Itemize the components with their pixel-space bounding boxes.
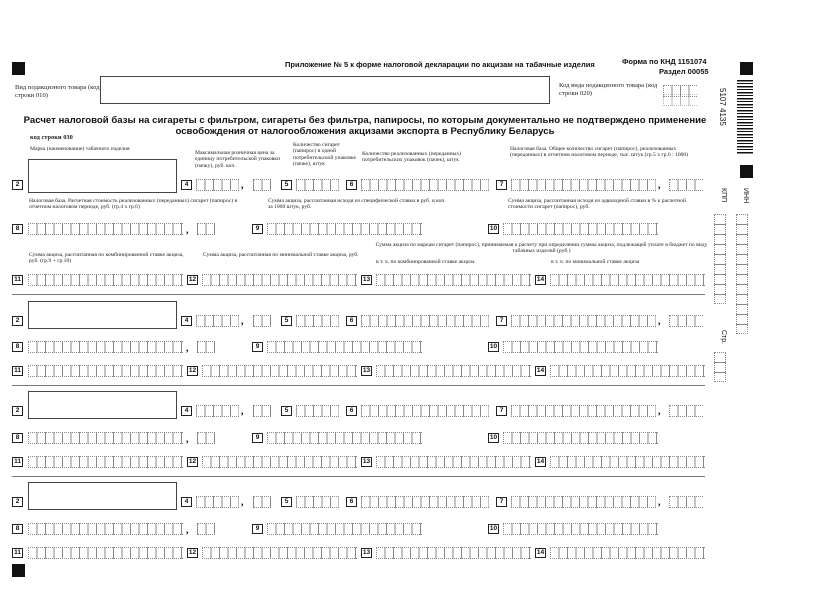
decimal-separator: , xyxy=(186,525,189,536)
decimal-separator: , xyxy=(241,497,244,508)
price-kop-cells[interactable] xyxy=(253,179,271,191)
accepted-combined-cells[interactable] xyxy=(376,365,531,377)
num-8: 8 xyxy=(12,224,23,234)
num-2: 2 xyxy=(12,180,23,190)
price-rub-cells[interactable] xyxy=(196,179,239,191)
num-10: 10 xyxy=(489,225,498,232)
advalorem-excise-cells[interactable] xyxy=(503,223,658,235)
tax-base-value-kop-cells[interactable] xyxy=(197,523,215,535)
appendix-header: Приложение № 5 к форме налоговой декларации по акцизам на табачные изделия xyxy=(285,60,595,69)
num-9: 9 xyxy=(252,433,263,443)
packs-sold-cells[interactable] xyxy=(361,179,489,191)
col13-head-label: Сумма акциза по маркам сигарет (папирос), принимаемая к расчету при определении суммы акциза, подлежащей уплате в бюджет по виду табачных изделий (руб.) xyxy=(375,242,708,255)
decimal-separator: , xyxy=(658,180,661,191)
min-excise-cells[interactable] xyxy=(202,274,357,286)
field-010-input[interactable] xyxy=(100,76,550,104)
tax-base-value-kop-cells[interactable] xyxy=(197,432,215,444)
col9-label: Сумма акциза, рассчитанная исходя из специфической ставки в руб. и коп. за 1000 штук, руб. xyxy=(268,198,446,211)
field-020-cells-2[interactable] xyxy=(663,94,697,106)
num-7: 7 xyxy=(496,497,507,507)
corner-marker-top-left xyxy=(12,62,25,75)
packs-sold-cells[interactable] xyxy=(361,315,489,327)
form-title-line-2: освобождения от налогообложения акцизами экспорта в Республику Беларусь xyxy=(175,126,555,137)
decimal-separator: , xyxy=(241,406,244,417)
col11-label: Сумма акциза, рассчитанная по комбинированной ставке акциза, руб. (гр.9 + гр.10) xyxy=(29,252,184,265)
tax-base-qty-frac-cells[interactable] xyxy=(669,315,703,327)
accepted-min-cells[interactable] xyxy=(550,456,705,468)
advalorem-excise-cells[interactable] xyxy=(503,432,658,444)
col5-label: Количество сигарет (папирос) в одной потребительской упаковке (пачке), штук xyxy=(293,142,356,168)
num-7: 7 xyxy=(496,406,507,416)
inn-cells[interactable] xyxy=(736,214,748,334)
num-12: 12 xyxy=(188,367,197,374)
num-14: 14 xyxy=(536,549,545,556)
decimal-separator: , xyxy=(658,316,661,327)
num-6: 6 xyxy=(346,316,357,326)
code-line-030: код строки 030 xyxy=(30,134,73,141)
col12-label: Сумма акциза, рассчитанная по минимальной ставке акциза, руб. xyxy=(203,252,359,258)
page-cells[interactable] xyxy=(714,352,726,382)
num-7: 7 xyxy=(496,180,507,190)
num-4: 4 xyxy=(181,180,192,190)
advalorem-excise-cells[interactable] xyxy=(503,341,658,353)
num-13: 13 xyxy=(362,367,371,374)
decimal-separator: , xyxy=(241,316,244,327)
field-010-label: Вид подакцизного товара (код строки 010) xyxy=(15,84,100,99)
num-2: 2 xyxy=(12,316,23,326)
col6-label: Количество реализованных (переданных) потребительских упаковок (пачек), штук xyxy=(362,151,462,164)
packs-sold-cells[interactable] xyxy=(361,405,489,417)
kpp-label: КПП xyxy=(720,188,727,203)
specific-excise-cells[interactable] xyxy=(267,341,422,353)
price-rub-cells[interactable] xyxy=(196,315,239,327)
block-divider xyxy=(12,294,705,295)
corner-marker-top-right xyxy=(740,62,753,75)
num-10: 10 xyxy=(489,434,498,441)
num-5: 5 xyxy=(281,406,292,416)
num-11: 11 xyxy=(12,548,23,558)
pack-qty-cells[interactable] xyxy=(296,405,339,417)
brand-input[interactable] xyxy=(28,301,177,329)
form-code: Форма по КНД 1151074 xyxy=(622,57,707,66)
decimal-separator: , xyxy=(186,434,189,445)
specific-excise-cells[interactable] xyxy=(267,223,422,235)
tax-base-qty-cells[interactable] xyxy=(511,179,656,191)
num-13: 13 xyxy=(362,276,371,283)
col10-label: Сумма акциза, рассчитанная исходя из адвалорной ставки в % к расчетной стоимости сигарет (папирос), руб. xyxy=(508,198,686,211)
decimal-separator: , xyxy=(658,406,661,417)
specific-excise-cells[interactable] xyxy=(267,432,422,444)
tax-base-qty-cells[interactable] xyxy=(511,496,656,508)
tax-base-value-cells[interactable] xyxy=(28,223,183,235)
decimal-separator: , xyxy=(241,180,244,191)
accepted-min-cells[interactable] xyxy=(550,365,705,377)
tax-base-qty-cells[interactable] xyxy=(511,405,656,417)
tax-base-value-cells[interactable] xyxy=(28,432,183,444)
num-10: 10 xyxy=(489,343,498,350)
tax-base-qty-frac-cells[interactable] xyxy=(669,496,703,508)
num-12: 12 xyxy=(188,276,197,283)
num-6: 6 xyxy=(346,406,357,416)
packs-sold-cells[interactable] xyxy=(361,496,489,508)
num-2: 2 xyxy=(12,497,23,507)
tax-base-value-kop-cells[interactable] xyxy=(197,223,215,235)
col7-label: Налоговая база. Общее количество сигарет (папирос), реализованных (переданных) в отчетном налоговом периоде, тыс. штук (гр.5 х гр.6 : 1000) xyxy=(510,146,689,159)
num-2: 2 xyxy=(12,406,23,416)
accepted-min-cells[interactable] xyxy=(550,547,705,559)
num-6: 6 xyxy=(346,180,357,190)
num-13: 13 xyxy=(362,458,371,465)
field-020-label: Код вида подакцизного товара (код строки 020) xyxy=(559,82,658,97)
num-8: 8 xyxy=(12,524,23,534)
num-12: 12 xyxy=(188,549,197,556)
num-9: 9 xyxy=(252,524,263,534)
col8-label: Налоговая база. Расчетная стоимость реализованных (переданных) сигарет (папирос) в отчетном налоговом периоде, руб. (гр.4 х гр.6) xyxy=(29,198,238,211)
num-12: 12 xyxy=(188,458,197,465)
num-7: 7 xyxy=(496,316,507,326)
col13-label: в т. ч. по комбинированной ставке акциза xyxy=(376,259,475,265)
pack-qty-cells[interactable] xyxy=(296,315,339,327)
accepted-min-cells[interactable] xyxy=(550,274,705,286)
brand-input[interactable] xyxy=(28,391,177,419)
min-excise-cells[interactable] xyxy=(202,547,357,559)
accepted-combined-cells[interactable] xyxy=(376,274,531,286)
barcode-digits: 5107 4135 xyxy=(718,88,727,126)
price-kop-cells[interactable] xyxy=(253,405,271,417)
num-5: 5 xyxy=(281,316,292,326)
tax-base-value-cells[interactable] xyxy=(28,341,183,353)
price-rub-cells[interactable] xyxy=(196,496,239,508)
barcode xyxy=(737,80,753,155)
decimal-separator: , xyxy=(186,225,189,236)
combined-excise-cells[interactable] xyxy=(28,456,183,468)
num-14: 14 xyxy=(536,458,545,465)
price-kop-cells[interactable] xyxy=(253,315,271,327)
num-5: 5 xyxy=(281,180,292,190)
tax-base-qty-frac-cells[interactable] xyxy=(669,179,703,191)
num-10: 10 xyxy=(489,525,498,532)
price-rub-cells[interactable] xyxy=(196,405,239,417)
combined-excise-cells[interactable] xyxy=(28,547,183,559)
accepted-combined-cells[interactable] xyxy=(376,456,531,468)
combined-excise-cells[interactable] xyxy=(28,365,183,377)
price-kop-cells[interactable] xyxy=(253,496,271,508)
pack-qty-cells[interactable] xyxy=(296,179,339,191)
num-4: 4 xyxy=(181,406,192,416)
pack-qty-cells[interactable] xyxy=(296,496,339,508)
section-code: Раздел 00055 xyxy=(659,67,709,76)
corner-marker-mid-right xyxy=(740,165,753,178)
accepted-combined-cells[interactable] xyxy=(376,547,531,559)
corner-marker-bottom-left xyxy=(12,564,25,577)
min-excise-cells[interactable] xyxy=(202,456,357,468)
decimal-separator: , xyxy=(658,497,661,508)
num-8: 8 xyxy=(12,433,23,443)
tax-base-qty-frac-cells[interactable] xyxy=(669,405,703,417)
tax-base-qty-cells[interactable] xyxy=(511,315,656,327)
page-label: Стр. xyxy=(720,330,727,345)
num-4: 4 xyxy=(181,316,192,326)
kpp-cells[interactable] xyxy=(714,214,726,304)
num-11: 11 xyxy=(12,366,23,376)
combined-excise-cells[interactable] xyxy=(28,274,183,286)
brand-input[interactable] xyxy=(28,482,177,510)
num-6: 6 xyxy=(346,497,357,507)
col4-label: Максимальная розничная цена за единицу потребительской упаковки (пачку), руб. коп. xyxy=(195,150,281,169)
num-13: 13 xyxy=(362,549,371,556)
decimal-separator: , xyxy=(186,343,189,354)
inn-label: ИНН xyxy=(742,188,749,204)
num-9: 9 xyxy=(252,342,263,352)
advalorem-excise-cells[interactable] xyxy=(503,523,658,535)
num-8: 8 xyxy=(12,342,23,352)
tax-base-value-kop-cells[interactable] xyxy=(197,341,215,353)
num-4: 4 xyxy=(181,497,192,507)
form-title-line-1: Расчет налоговой базы на сигареты с фильтром, сигареты без фильтра, папиросы, по которым документально не подтверждено применение xyxy=(23,115,707,126)
num-5: 5 xyxy=(281,497,292,507)
block-divider xyxy=(12,385,705,386)
brand-input[interactable] xyxy=(28,159,177,193)
num-11: 11 xyxy=(12,275,23,285)
tax-base-value-cells[interactable] xyxy=(28,523,183,535)
block-divider xyxy=(12,476,705,477)
num-14: 14 xyxy=(536,367,545,374)
min-excise-cells[interactable] xyxy=(202,365,357,377)
num-14: 14 xyxy=(536,276,545,283)
col2-label: Марка (наименование) табачного изделия xyxy=(30,146,130,152)
specific-excise-cells[interactable] xyxy=(267,523,422,535)
col14-label: в т. ч. по минимальной ставке акциза xyxy=(551,259,640,265)
num-9: 9 xyxy=(252,224,263,234)
num-11: 11 xyxy=(12,457,23,467)
